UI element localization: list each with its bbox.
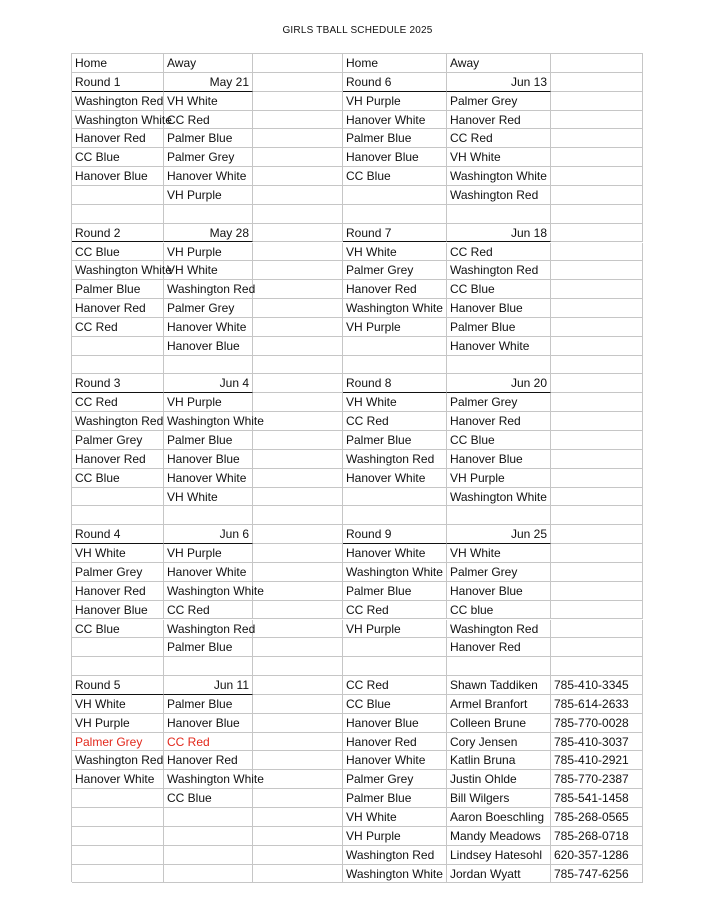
grid-cell [253,865,343,884]
grid-cell: Home [343,54,447,73]
grid-cell [551,261,643,280]
grid-cell: VH Purple [343,827,447,846]
grid-cell [253,280,343,299]
grid-cell: CC blue [447,601,551,620]
grid-cell [551,280,643,299]
grid-cell [551,563,643,582]
round-header-cell: Jun 25 [447,525,551,544]
round-header-cell: Round 3 [72,374,164,393]
grid-cell: Hanover White [164,563,253,582]
grid-cell: Hanover White [343,544,447,563]
grid-cell: Hanover Red [343,280,447,299]
grid-cell [551,167,643,186]
grid-cell [164,827,253,846]
grid-cell: Palmer Blue [447,318,551,337]
grid-cell: Washington Red [343,450,447,469]
grid-cell: Washington White [164,412,253,431]
grid-cell [72,827,164,846]
round-header-cell: Round 1 [72,73,164,92]
grid-cell [551,186,643,205]
grid-cell [164,506,253,525]
grid-cell [551,224,643,243]
grid-cell [447,205,551,224]
grid-cell: VH White [72,544,164,563]
grid-cell: VH White [343,243,447,262]
grid-cell: CC Blue [447,280,551,299]
grid-cell [253,846,343,865]
grid-cell: CC Red [72,318,164,337]
grid-cell [253,695,343,714]
grid-cell: 785-747-6256 [551,865,643,884]
grid-cell [253,129,343,148]
grid-cell: Washington Red [447,261,551,280]
grid-cell [164,846,253,865]
round-header-cell: Round 2 [72,224,164,243]
grid-cell [551,299,643,318]
grid-cell [72,356,164,375]
grid-cell [253,92,343,111]
grid-cell [551,111,643,130]
grid-cell [551,657,643,676]
grid-cell [551,318,643,337]
grid-cell: Washington Red [72,92,164,111]
grid-cell [253,73,343,92]
grid-cell: VH White [447,544,551,563]
grid-cell: Palmer Blue [72,280,164,299]
grid-cell [253,224,343,243]
grid-cell [343,638,447,657]
grid-cell [343,186,447,205]
grid-cell [551,412,643,431]
grid-cell: Washington Red [164,280,253,299]
grid-cell: Washington Red [447,186,551,205]
round-header-cell: Jun 11 [164,676,253,695]
round-header-cell: Jun 6 [164,525,253,544]
grid-cell: Washington Red [447,620,551,639]
grid-cell: Hanover White [343,751,447,770]
grid-cell: VH White [72,695,164,714]
round-header-cell: Round 6 [343,73,447,92]
grid-cell: VH White [164,92,253,111]
grid-cell [253,638,343,657]
grid-cell [253,205,343,224]
grid-cell: Hanover Blue [164,450,253,469]
grid-cell: Hanover Blue [72,601,164,620]
grid-cell: Washington White [72,261,164,280]
grid-cell: Palmer Blue [343,129,447,148]
grid-cell [253,111,343,130]
grid-cell [72,638,164,657]
grid-cell: Palmer Grey [164,299,253,318]
grid-cell: VH White [447,148,551,167]
grid-cell: Washington Red [343,846,447,865]
grid-cell: Hanover White [164,318,253,337]
grid-cell [253,714,343,733]
grid-cell [551,205,643,224]
grid-cell: Hanover Blue [447,582,551,601]
grid-cell: Hanover Blue [164,714,253,733]
grid-cell [253,563,343,582]
grid-cell: Mandy Meadows [447,827,551,846]
grid-cell [253,450,343,469]
grid-cell [253,261,343,280]
grid-cell: Hanover Blue [343,148,447,167]
grid-cell [253,54,343,73]
grid-cell: Colleen Brune [447,714,551,733]
grid-cell: Hanover Red [447,111,551,130]
grid-cell: Home [72,54,164,73]
round-header-cell: Jun 18 [447,224,551,243]
grid-cell: CC Blue [72,469,164,488]
grid-cell [551,148,643,167]
grid-cell: Jordan Wyatt [447,865,551,884]
grid-cell: VH White [343,393,447,412]
grid-cell: VH Purple [72,714,164,733]
grid-cell [253,657,343,676]
grid-cell: 785-268-0565 [551,808,643,827]
grid-cell: Hanover Red [72,129,164,148]
grid-cell [343,488,447,507]
grid-cell: VH Purple [164,243,253,262]
grid-cell: Hanover White [164,469,253,488]
grid-cell [164,808,253,827]
grid-cell [164,865,253,884]
grid-cell: Hanover White [447,337,551,356]
grid-cell [72,789,164,808]
grid-cell [253,337,343,356]
grid-cell: VH White [343,808,447,827]
grid-cell [343,506,447,525]
round-header-cell: Jun 13 [447,73,551,92]
grid-cell [551,92,643,111]
grid-cell: CC Blue [164,789,253,808]
grid-cell [447,506,551,525]
grid-cell: Washington White [164,770,253,789]
grid-cell: Hanover Red [447,412,551,431]
grid-cell: Washington White [343,563,447,582]
grid-cell: VH Purple [343,620,447,639]
grid-cell [253,544,343,563]
grid-cell: Washington White [72,111,164,130]
grid-cell: CC Red [343,676,447,695]
grid-cell [253,186,343,205]
grid-cell [551,601,643,620]
grid-cell [343,337,447,356]
grid-cell: VH White [164,488,253,507]
grid-cell [164,657,253,676]
grid-cell: Hanover White [343,111,447,130]
grid-cell: VH Purple [447,469,551,488]
grid-cell [551,129,643,148]
grid-cell [551,374,643,393]
grid-cell: CC Blue [343,167,447,186]
grid-cell [551,73,643,92]
grid-cell [72,657,164,676]
grid-cell [447,356,551,375]
grid-cell [72,846,164,865]
grid-cell: Palmer Grey [447,92,551,111]
round-header-cell: May 21 [164,73,253,92]
grid-cell: CC Red [164,733,253,752]
grid-cell: Hanover Blue [72,167,164,186]
grid-cell: Shawn Taddiken [447,676,551,695]
grid-cell: Washington Red [72,412,164,431]
grid-cell: Away [164,54,253,73]
grid-cell [551,337,643,356]
grid-cell: Palmer Blue [164,695,253,714]
grid-cell: VH Purple [164,186,253,205]
grid-cell [72,865,164,884]
grid-cell: Palmer Blue [164,129,253,148]
grid-cell: 785-410-3037 [551,733,643,752]
round-header-cell: Round 4 [72,525,164,544]
grid-cell: VH Purple [343,92,447,111]
grid-cell: CC Red [447,129,551,148]
grid-cell: Hanover Red [72,582,164,601]
grid-cell [253,525,343,544]
grid-cell [253,506,343,525]
grid-cell: Justin Ohlde [447,770,551,789]
round-header-cell: Round 9 [343,525,447,544]
grid-cell: 785-268-0718 [551,827,643,846]
grid-cell: Washington Red [164,620,253,639]
grid-cell [253,733,343,752]
grid-cell: CC Blue [343,695,447,714]
grid-cell [72,506,164,525]
grid-cell: Aaron Boeschling [447,808,551,827]
grid-cell: Palmer Grey [164,148,253,167]
grid-cell: Away [447,54,551,73]
grid-cell [551,582,643,601]
grid-cell: VH Purple [343,318,447,337]
grid-cell: Hanover Red [72,450,164,469]
grid-cell: VH White [164,261,253,280]
grid-cell [253,620,343,639]
grid-cell: Hanover Blue [164,337,253,356]
grid-cell [253,469,343,488]
page-title: GIRLS TBALL SCHEDULE 2025 [282,25,433,36]
grid-cell [551,54,643,73]
grid-cell: Hanover Blue [343,714,447,733]
grid-cell: Hanover Red [447,638,551,657]
grid-cell: Hanover White [164,167,253,186]
grid-cell [253,751,343,770]
grid-cell: 785-410-2921 [551,751,643,770]
grid-cell: CC Red [343,412,447,431]
grid-cell [253,827,343,846]
grid-cell: Hanover Red [343,733,447,752]
grid-cell [551,506,643,525]
grid-cell: Washington White [447,167,551,186]
grid-cell: Armel Branfort [447,695,551,714]
grid-cell [253,393,343,412]
grid-cell [551,488,643,507]
grid-cell: Palmer Grey [447,393,551,412]
grid-cell: Washington White [343,865,447,884]
grid-cell [551,638,643,657]
grid-cell: CC Red [343,601,447,620]
grid-cell: Palmer Grey [72,431,164,450]
grid-cell: 785-614-2633 [551,695,643,714]
grid-cell: Palmer Blue [343,789,447,808]
grid-cell [551,393,643,412]
grid-cell [551,469,643,488]
grid-cell: Palmer Grey [343,261,447,280]
grid-cell [72,186,164,205]
grid-cell [253,356,343,375]
grid-cell [253,167,343,186]
grid-cell: 785-410-3345 [551,676,643,695]
grid-cell [253,676,343,695]
grid-cell: Palmer Grey [447,563,551,582]
grid-cell: Hanover Red [72,299,164,318]
grid-cell: Palmer Grey [343,770,447,789]
grid-cell [253,431,343,450]
round-header-cell: Jun 20 [447,374,551,393]
grid-cell: 785-770-2387 [551,770,643,789]
round-header-cell: Round 5 [72,676,164,695]
grid-cell: Bill Wilgers [447,789,551,808]
grid-cell [253,148,343,167]
grid-cell: Palmer Blue [164,431,253,450]
grid-cell [447,657,551,676]
grid-cell [343,356,447,375]
grid-cell [551,525,643,544]
round-header-cell: Jun 4 [164,374,253,393]
grid-cell: Palmer Blue [164,638,253,657]
grid-cell: CC Red [164,601,253,620]
grid-cell [253,243,343,262]
grid-cell: Hanover Blue [447,450,551,469]
grid-cell [164,356,253,375]
grid-cell: 620-357-1286 [551,846,643,865]
grid-cell: CC Red [447,243,551,262]
grid-cell: CC Red [164,111,253,130]
grid-cell [343,205,447,224]
grid-cell [551,544,643,563]
round-header-cell: Round 7 [343,224,447,243]
grid-cell [253,789,343,808]
grid-cell [253,582,343,601]
grid-cell [72,337,164,356]
grid-cell: Katlin Bruna [447,751,551,770]
grid-cell: CC Blue [72,148,164,167]
grid-cell: VH Purple [164,393,253,412]
grid-cell [72,808,164,827]
grid-cell: Washington White [164,582,253,601]
grid-cell: Palmer Grey [72,733,164,752]
round-header-cell: May 28 [164,224,253,243]
grid-cell: Washington White [447,488,551,507]
grid-cell: Hanover Blue [447,299,551,318]
grid-cell: 785-541-1458 [551,789,643,808]
grid-cell: Washington White [343,299,447,318]
grid-cell: CC Blue [72,620,164,639]
grid-cell [551,431,643,450]
grid-cell [253,318,343,337]
grid-cell [253,299,343,318]
grid-cell [72,488,164,507]
grid-cell [253,412,343,431]
grid-cell [164,205,253,224]
grid-cell [253,488,343,507]
grid-cell: CC Blue [72,243,164,262]
grid-cell [343,657,447,676]
grid-cell [253,601,343,620]
grid-cell: Palmer Blue [343,582,447,601]
grid-cell: Washington Red [72,751,164,770]
grid-cell [72,205,164,224]
grid-cell: VH Purple [164,544,253,563]
grid-cell [253,770,343,789]
grid-cell: Palmer Grey [72,563,164,582]
grid-cell [551,450,643,469]
round-header-cell: Round 8 [343,374,447,393]
grid-cell: Lindsey Hatesohl [447,846,551,865]
grid-cell: Palmer Blue [343,431,447,450]
grid-cell: Hanover Red [164,751,253,770]
grid-cell: Cory Jensen [447,733,551,752]
grid-cell [253,808,343,827]
grid-cell: Hanover White [343,469,447,488]
grid-cell: 785-770-0028 [551,714,643,733]
grid-cell [551,620,643,639]
grid-cell: CC Red [72,393,164,412]
grid-cell: CC Blue [447,431,551,450]
grid-cell [551,243,643,262]
grid-cell [253,374,343,393]
grid-cell [551,356,643,375]
grid-cell: Hanover White [72,770,164,789]
schedule-grid [71,53,643,882]
